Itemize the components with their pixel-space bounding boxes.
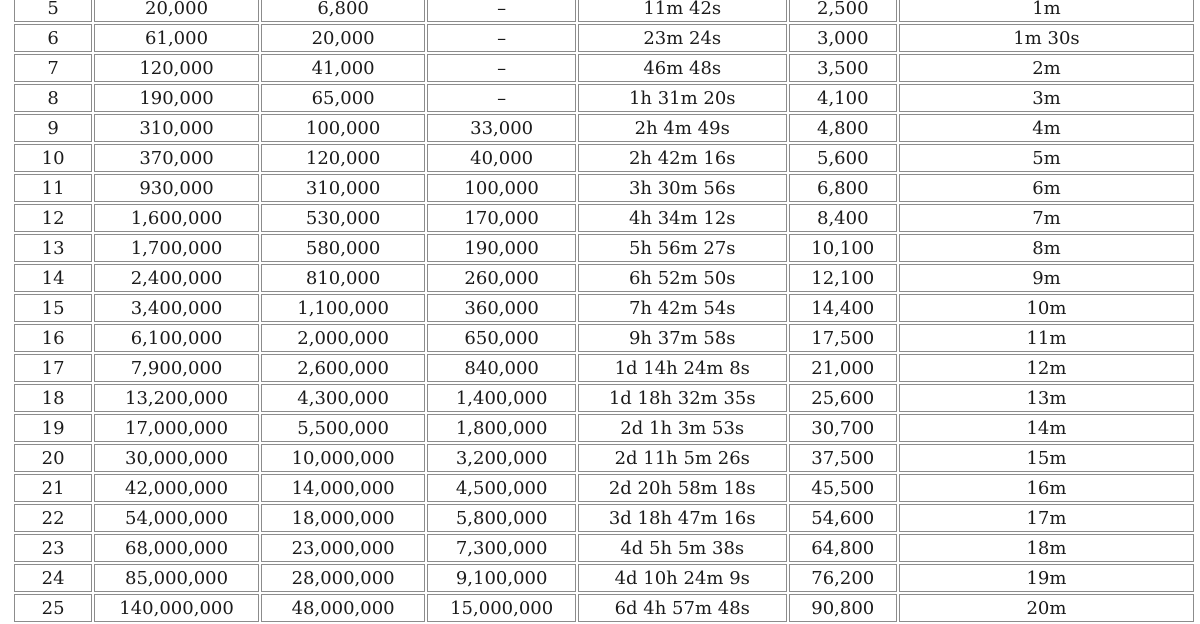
- cost-2-cell: 48,000,000: [261, 594, 426, 622]
- cost-3-cell: 5,800,000: [427, 504, 576, 532]
- cost-3-cell: 360,000: [427, 294, 576, 322]
- value-cell: 21,000: [789, 354, 897, 382]
- duration-cell: 12m: [899, 354, 1194, 382]
- cost-2-cell: 310,000: [261, 174, 426, 202]
- cost-3-cell: 3,200,000: [427, 444, 576, 472]
- table-row: [14, 0, 1194, 22]
- cost-3-cell: 40,000: [427, 144, 576, 172]
- time-cell: 2h 42m 16s: [578, 144, 787, 172]
- table-row: [14, 264, 1194, 292]
- table-row: [14, 594, 1194, 622]
- cost-1-cell: 7,900,000: [94, 354, 259, 382]
- value-cell: 12,100: [789, 264, 897, 292]
- duration-cell: 8m: [899, 234, 1194, 262]
- table-row: [14, 384, 1194, 412]
- level-cell: 18: [14, 384, 92, 412]
- table-row: [14, 474, 1194, 502]
- cost-2-cell: 18,000,000: [261, 504, 426, 532]
- cost-1-cell: 6,100,000: [94, 324, 259, 352]
- level-cell: 6: [14, 24, 92, 52]
- time-cell: 1d 18h 32m 35s: [578, 384, 787, 412]
- level-cell: 22: [14, 504, 92, 532]
- cost-2-cell: 41,000: [261, 54, 426, 82]
- time-cell: 1d 14h 24m 8s: [578, 354, 787, 382]
- cost-1-cell: 3,400,000: [94, 294, 259, 322]
- duration-cell: 1m 30s: [899, 24, 1194, 52]
- cost-1-cell: 54,000,000: [94, 504, 259, 532]
- cost-3-cell: 190,000: [427, 234, 576, 262]
- level-cell: 14: [14, 264, 92, 292]
- level-cell: 10: [14, 144, 92, 172]
- level-cell: 8: [14, 84, 92, 112]
- cost-2-cell: 530,000: [261, 204, 426, 232]
- duration-cell: 13m: [899, 384, 1194, 412]
- table-body: [14, 0, 1194, 622]
- duration-cell: 5m: [899, 144, 1194, 172]
- time-cell: 3h 30m 56s: [578, 174, 787, 202]
- cost-3-cell: 650,000: [427, 324, 576, 352]
- time-cell: 6h 52m 50s: [578, 264, 787, 292]
- level-cell: 5: [14, 0, 92, 22]
- value-cell: 8,400: [789, 204, 897, 232]
- level-cell: 21: [14, 474, 92, 502]
- time-cell: 3d 18h 47m 16s: [578, 504, 787, 532]
- time-cell: 7h 42m 54s: [578, 294, 787, 322]
- table-row: [14, 144, 1194, 172]
- cost-3-cell: 1,800,000: [427, 414, 576, 442]
- cost-3-cell: 260,000: [427, 264, 576, 292]
- level-cell: 25: [14, 594, 92, 622]
- level-cell: 17: [14, 354, 92, 382]
- level-cell: 24: [14, 564, 92, 592]
- cost-1-cell: 68,000,000: [94, 534, 259, 562]
- cost-2-cell: 4,300,000: [261, 384, 426, 412]
- time-cell: 23m 24s: [578, 24, 787, 52]
- level-cell: 16: [14, 324, 92, 352]
- time-cell: 1h 31m 20s: [578, 84, 787, 112]
- duration-cell: 4m: [899, 114, 1194, 142]
- value-cell: 64,800: [789, 534, 897, 562]
- table-row: [14, 294, 1194, 322]
- upgrade-table: [12, 0, 1196, 624]
- level-cell: 9: [14, 114, 92, 142]
- upgrade-table-container: [12, 0, 1196, 624]
- duration-cell: 3m: [899, 84, 1194, 112]
- cost-3-cell: 170,000: [427, 204, 576, 232]
- level-cell: 13: [14, 234, 92, 262]
- value-cell: 2,500: [789, 0, 897, 22]
- cost-1-cell: 20,000: [94, 0, 259, 22]
- table-row: [14, 84, 1194, 112]
- value-cell: 45,500: [789, 474, 897, 502]
- cost-2-cell: 28,000,000: [261, 564, 426, 592]
- cost-3-cell: 33,000: [427, 114, 576, 142]
- cost-2-cell: 10,000,000: [261, 444, 426, 472]
- table-row: [14, 564, 1194, 592]
- cost-2-cell: 1,100,000: [261, 294, 426, 322]
- level-cell: 19: [14, 414, 92, 442]
- value-cell: 3,000: [789, 24, 897, 52]
- value-cell: 10,100: [789, 234, 897, 262]
- table-row: [14, 24, 1194, 52]
- cost-2-cell: 2,000,000: [261, 324, 426, 352]
- time-cell: 4h 34m 12s: [578, 204, 787, 232]
- value-cell: 17,500: [789, 324, 897, 352]
- value-cell: 6,800: [789, 174, 897, 202]
- table-row: [14, 174, 1194, 202]
- value-cell: 3,500: [789, 54, 897, 82]
- cost-1-cell: 1,600,000: [94, 204, 259, 232]
- cost-1-cell: 17,000,000: [94, 414, 259, 442]
- value-cell: 90,800: [789, 594, 897, 622]
- table-row: [14, 354, 1194, 382]
- cost-2-cell: 100,000: [261, 114, 426, 142]
- time-cell: 4d 5h 5m 38s: [578, 534, 787, 562]
- cost-1-cell: 190,000: [94, 84, 259, 112]
- time-cell: 46m 48s: [578, 54, 787, 82]
- cost-1-cell: 1,700,000: [94, 234, 259, 262]
- time-cell: 6d 4h 57m 48s: [578, 594, 787, 622]
- table-row: [14, 114, 1194, 142]
- cost-1-cell: 120,000: [94, 54, 259, 82]
- value-cell: 4,800: [789, 114, 897, 142]
- cost-3-cell: 100,000: [427, 174, 576, 202]
- cost-2-cell: 6,800: [261, 0, 426, 22]
- table-row: [14, 324, 1194, 352]
- cost-1-cell: 310,000: [94, 114, 259, 142]
- value-cell: 30,700: [789, 414, 897, 442]
- table-row: [14, 234, 1194, 262]
- time-cell: 2h 4m 49s: [578, 114, 787, 142]
- time-cell: 4d 10h 24m 9s: [578, 564, 787, 592]
- duration-cell: 11m: [899, 324, 1194, 352]
- duration-cell: 9m: [899, 264, 1194, 292]
- duration-cell: 7m: [899, 204, 1194, 232]
- cost-3-cell: –: [427, 0, 576, 22]
- table-row: [14, 414, 1194, 442]
- cost-2-cell: 14,000,000: [261, 474, 426, 502]
- time-cell: 2d 20h 58m 18s: [578, 474, 787, 502]
- value-cell: 5,600: [789, 144, 897, 172]
- value-cell: 54,600: [789, 504, 897, 532]
- level-cell: 12: [14, 204, 92, 232]
- cost-2-cell: 65,000: [261, 84, 426, 112]
- duration-cell: 10m: [899, 294, 1194, 322]
- cost-1-cell: 2,400,000: [94, 264, 259, 292]
- cost-2-cell: 23,000,000: [261, 534, 426, 562]
- cost-1-cell: 140,000,000: [94, 594, 259, 622]
- duration-cell: 20m: [899, 594, 1194, 622]
- cost-3-cell: –: [427, 84, 576, 112]
- value-cell: 76,200: [789, 564, 897, 592]
- time-cell: 9h 37m 58s: [578, 324, 787, 352]
- level-cell: 20: [14, 444, 92, 472]
- table-row: [14, 504, 1194, 532]
- duration-cell: 15m: [899, 444, 1194, 472]
- duration-cell: 14m: [899, 414, 1194, 442]
- duration-cell: 17m: [899, 504, 1194, 532]
- cost-2-cell: 20,000: [261, 24, 426, 52]
- cost-3-cell: 9,100,000: [427, 564, 576, 592]
- cost-3-cell: 840,000: [427, 354, 576, 382]
- cost-2-cell: 810,000: [261, 264, 426, 292]
- table-row: [14, 534, 1194, 562]
- cost-3-cell: –: [427, 24, 576, 52]
- value-cell: 37,500: [789, 444, 897, 472]
- cost-2-cell: 580,000: [261, 234, 426, 262]
- level-cell: 15: [14, 294, 92, 322]
- duration-cell: 1m: [899, 0, 1194, 22]
- table-row: [14, 204, 1194, 232]
- cost-2-cell: 120,000: [261, 144, 426, 172]
- table-row: [14, 54, 1194, 82]
- cost-1-cell: 930,000: [94, 174, 259, 202]
- cost-1-cell: 30,000,000: [94, 444, 259, 472]
- level-cell: 11: [14, 174, 92, 202]
- cost-1-cell: 42,000,000: [94, 474, 259, 502]
- duration-cell: 19m: [899, 564, 1194, 592]
- level-cell: 7: [14, 54, 92, 82]
- table-row: [14, 444, 1194, 472]
- time-cell: 2d 11h 5m 26s: [578, 444, 787, 472]
- cost-3-cell: 7,300,000: [427, 534, 576, 562]
- cost-2-cell: 2,600,000: [261, 354, 426, 382]
- cost-3-cell: 1,400,000: [427, 384, 576, 412]
- time-cell: 2d 1h 3m 53s: [578, 414, 787, 442]
- cost-2-cell: 5,500,000: [261, 414, 426, 442]
- duration-cell: 18m: [899, 534, 1194, 562]
- duration-cell: 16m: [899, 474, 1194, 502]
- cost-1-cell: 61,000: [94, 24, 259, 52]
- duration-cell: 6m: [899, 174, 1194, 202]
- cost-3-cell: 4,500,000: [427, 474, 576, 502]
- cost-1-cell: 370,000: [94, 144, 259, 172]
- cost-3-cell: –: [427, 54, 576, 82]
- value-cell: 4,100: [789, 84, 897, 112]
- duration-cell: 2m: [899, 54, 1194, 82]
- cost-3-cell: 15,000,000: [427, 594, 576, 622]
- cost-1-cell: 85,000,000: [94, 564, 259, 592]
- time-cell: 11m 42s: [578, 0, 787, 22]
- value-cell: 25,600: [789, 384, 897, 412]
- level-cell: 23: [14, 534, 92, 562]
- time-cell: 5h 56m 27s: [578, 234, 787, 262]
- value-cell: 14,400: [789, 294, 897, 322]
- cost-1-cell: 13,200,000: [94, 384, 259, 412]
